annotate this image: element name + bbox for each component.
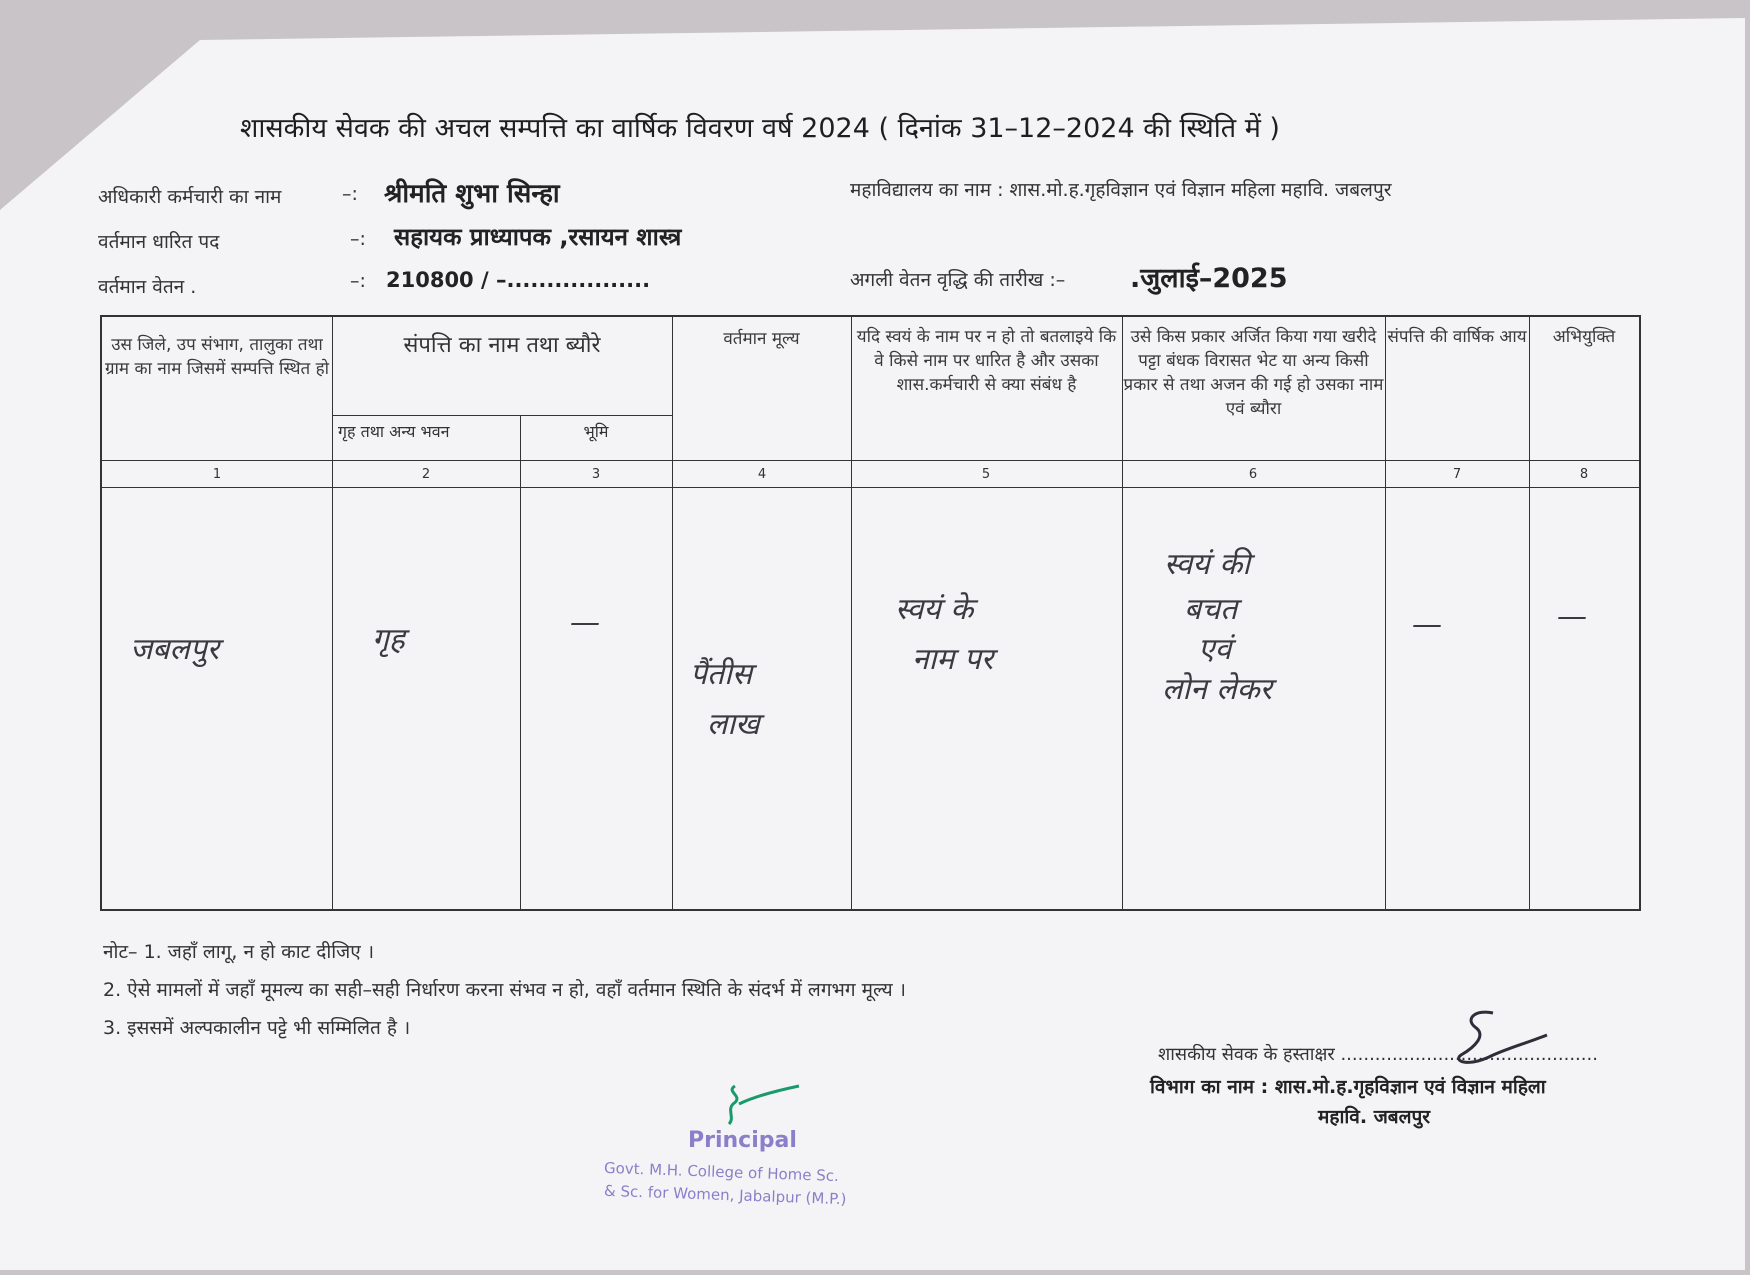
salary-value: 210800 / –..................	[386, 268, 651, 292]
property-table	[100, 315, 1641, 911]
salary-label: वर्तमान वेतन .	[98, 276, 197, 298]
col-number: 7	[1452, 467, 1462, 482]
signature-icon	[1435, 1005, 1555, 1070]
header-holder: यदि स्वयं के नाम पर न हो तो बतलाइये कि वे किसे नाम पर धारित है और उसका शास.कर्मचारी से क्या संबंध है	[856, 327, 1117, 395]
header-acquisition: उसे किस प्रकार अर्जित किया गया खरीदे पट्टा बंधक विरासत भेट या अन्य किसी प्रकार से तथा अजन की गई हो उसका नाम एवं ब्यौरा	[1123, 327, 1384, 419]
note-2: 2. ऐसे मामलों में जहॉं मूमल्य का सही–सही निर्धारण करना संभव न हो, वहॉं वर्तमान स्थिति के संदर्भ में लगभग मूल्य ।	[103, 979, 906, 1001]
note-3: 3. इससमें अल्पकालीन पट्टे भी सम्मिलित है ।	[103, 1017, 411, 1039]
cell-holder-line1: स्वयं के	[895, 592, 974, 627]
cell-value-line1: पैंतीस	[690, 657, 753, 692]
college-name: महाविद्यालय का नाम : शास.मो.ह.गृहविज्ञान एवं विज्ञान महिला महावि. जबलपुर	[850, 179, 1392, 201]
name-label: अधिकारी कर्मचारी का नाम	[98, 186, 282, 208]
cell-building: गृह	[372, 622, 405, 657]
cell-land: —	[570, 605, 600, 640]
employee-post: सहायक प्राध्यापक ,रसायन शास्त्र	[394, 223, 682, 251]
header-buildings: गृह तथा अन्य भवन	[338, 422, 450, 441]
col-number: 6	[1248, 467, 1258, 482]
stamp-line2: & Sc. for Women, Jabalpur (M.P.)	[603, 1181, 847, 1209]
col-number: 8	[1579, 467, 1589, 482]
col-number: 3	[591, 467, 601, 482]
col-number: 2	[421, 467, 431, 482]
cell-remarks: —	[1557, 599, 1587, 634]
document-title: शासकीय सेवक की अचल सम्पत्ति का वार्षिक विवरण वर्ष 2024 ( दिनांक 31–12–2024 की स्थिति में )	[240, 113, 1280, 144]
col-number: 4	[757, 467, 767, 482]
header-remarks: अभियुक्ति	[1552, 327, 1616, 347]
cell-value-line2: लाख	[707, 707, 760, 742]
principal-signature-icon	[725, 1082, 805, 1127]
cell-acquisition-line3: एवं	[1198, 632, 1232, 667]
increment-date: .जुलाई–2025	[1130, 263, 1288, 294]
increment-label: अगली वेतन वृद्धि की तारीख :–	[850, 269, 1066, 291]
cell-holder-line2: नाम पर	[912, 642, 994, 677]
header-land: भूमि	[583, 422, 609, 441]
signature-label: शासकीय सेवक के हस्ताक्षर .............................................	[1158, 1044, 1598, 1065]
post-label: वर्तमान धारित पद	[98, 231, 220, 253]
header-property-details: संपत्ति का नाम तथा ब्यौरे	[403, 333, 601, 358]
stamp-line1: Govt. M.H. College of Home Sc.	[603, 1158, 840, 1186]
cell-location: जबलपुर	[130, 632, 220, 667]
department-line2: महावि. जबलपुर	[1318, 1106, 1431, 1128]
salary-separator: –:	[350, 270, 366, 292]
header-current-value: वर्तमान मूल्य	[723, 329, 800, 349]
name-separator: –:	[342, 183, 358, 205]
post-separator: –:	[350, 228, 366, 250]
stamp-title: Principal	[688, 1128, 797, 1153]
employee-name: श्रीमति शुभा सिन्हा	[384, 179, 560, 209]
department-line1: विभाग का नाम : शास.मो.ह.गृहविज्ञान एवं विज्ञान महिला	[1150, 1076, 1546, 1098]
cell-acquisition-line4: लोन लेकर	[1162, 672, 1272, 707]
note-1: नोट– 1. जहॉं लागू, न हो काट दीजिए ।	[103, 941, 375, 963]
cell-acquisition-line1: स्वयं की	[1164, 547, 1251, 582]
header-annual-income: संपत्ति की वार्षिक आय	[1387, 327, 1527, 347]
header-location: उस जिले, उप संभाग, तालुका तथा ग्राम का नाम जिसमें सम्पत्ति स्थित हो	[104, 335, 330, 379]
cell-acquisition-line2: बचत	[1184, 592, 1238, 627]
col-number: 5	[981, 467, 991, 482]
cell-income: —	[1412, 607, 1442, 642]
col-number: 1	[212, 467, 222, 482]
